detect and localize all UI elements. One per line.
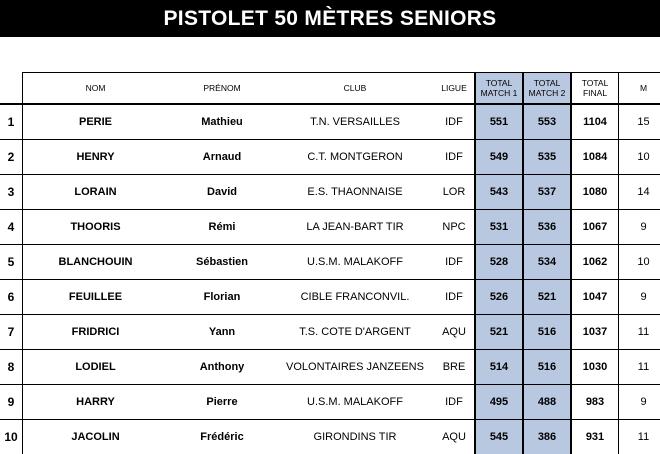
header-total-final-line-2: FINAL — [572, 88, 618, 98]
prenom-cell: Yann — [168, 315, 276, 350]
ligue-cell: IDF — [434, 245, 475, 280]
club-cell: C.T. MONTGERON — [276, 140, 434, 175]
prenom-cell: Anthony — [168, 350, 276, 385]
club-cell: U.S.M. MALAKOFF — [276, 385, 434, 420]
ligue-cell: IDF — [434, 280, 475, 315]
ligue-cell: AQU — [434, 315, 475, 350]
rank-cell: 10 — [0, 420, 23, 454]
table-row — [0, 385, 660, 420]
total-match-2-cell: 488 — [523, 385, 571, 420]
rank-cell: 1 — [0, 104, 23, 140]
prenom-cell: Frédéric — [168, 420, 276, 454]
nom-cell: HARRY — [23, 385, 169, 420]
club-cell: E.S. THAONNAISE — [276, 175, 434, 210]
table-row — [0, 280, 660, 315]
header-ligue: LIGUE — [434, 73, 475, 105]
m-cell: 15 — [619, 104, 660, 140]
m-cell: 11 — [619, 420, 660, 454]
total-final-cell: 1030 — [571, 350, 619, 385]
nom-cell: BLANCHOUIN — [23, 245, 169, 280]
ligue-cell: AQU — [434, 420, 475, 454]
m-cell: 9 — [619, 385, 660, 420]
nom-cell: LODIEL — [23, 350, 169, 385]
ligue-cell: IDF — [434, 104, 475, 140]
header-total-match-2-line-2: MATCH 2 — [524, 88, 570, 98]
rank-cell: 2 — [0, 140, 23, 175]
total-final-cell: 1080 — [571, 175, 619, 210]
club-cell: T.S. COTE D'ARGENT — [276, 315, 434, 350]
total-final-cell: 1104 — [571, 104, 619, 140]
total-final-cell: 1084 — [571, 140, 619, 175]
total-final-cell: 1037 — [571, 315, 619, 350]
total-final-cell: 931 — [571, 420, 619, 454]
total-match-1-cell: 521 — [475, 315, 523, 350]
rank-cell: 6 — [0, 280, 23, 315]
page-title: PISTOLET 50 MÈTRES SENIORS — [0, 0, 660, 37]
prenom-cell: Arnaud — [168, 140, 276, 175]
header-total-final — [571, 73, 619, 105]
m-cell: 11 — [619, 315, 660, 350]
results-table — [0, 72, 660, 454]
prenom-cell: Mathieu — [168, 104, 276, 140]
table-row — [0, 175, 660, 210]
nom-cell: PERIE — [23, 104, 169, 140]
total-match-1-cell: 514 — [475, 350, 523, 385]
total-final-cell: 1062 — [571, 245, 619, 280]
table-header — [0, 73, 660, 105]
header-m: M — [619, 73, 660, 105]
total-match-2-cell: 535 — [523, 140, 571, 175]
total-match-1-cell: 543 — [475, 175, 523, 210]
header-row — [0, 73, 660, 105]
header-rank — [0, 73, 23, 105]
club-cell: CIBLE FRANCONVIL. — [276, 280, 434, 315]
rank-cell: 7 — [0, 315, 23, 350]
header-total-match-1 — [475, 73, 523, 105]
prenom-cell: Pierre — [168, 385, 276, 420]
total-match-2-cell: 553 — [523, 104, 571, 140]
total-match-2-cell: 516 — [523, 350, 571, 385]
club-cell: LA JEAN-BART TIR — [276, 210, 434, 245]
nom-cell: HENRY — [23, 140, 169, 175]
ligue-cell: IDF — [434, 140, 475, 175]
table-body — [0, 104, 660, 454]
total-match-2-cell: 521 — [523, 280, 571, 315]
prenom-cell: David — [168, 175, 276, 210]
rank-cell: 5 — [0, 245, 23, 280]
header-total-match-2-line-1: TOTAL — [524, 78, 570, 88]
total-final-cell: 983 — [571, 385, 619, 420]
total-match-1-cell: 549 — [475, 140, 523, 175]
total-match-2-cell: 537 — [523, 175, 571, 210]
header-nom: NOM — [23, 73, 169, 105]
total-match-2-cell: 534 — [523, 245, 571, 280]
rank-cell: 3 — [0, 175, 23, 210]
m-cell: 14 — [619, 175, 660, 210]
club-cell: GIRONDINS TIR — [276, 420, 434, 454]
total-match-1-cell: 551 — [475, 104, 523, 140]
ligue-cell: BRE — [434, 350, 475, 385]
nom-cell: JACOLIN — [23, 420, 169, 454]
total-match-2-cell: 536 — [523, 210, 571, 245]
table-row — [0, 104, 660, 140]
total-match-2-cell: 516 — [523, 315, 571, 350]
header-total-final-line-1: TOTAL — [572, 78, 618, 88]
total-match-1-cell: 531 — [475, 210, 523, 245]
nom-cell: FRIDRICI — [23, 315, 169, 350]
club-cell: T.N. VERSAILLES — [276, 104, 434, 140]
m-cell: 9 — [619, 280, 660, 315]
rank-cell: 4 — [0, 210, 23, 245]
total-match-1-cell: 545 — [475, 420, 523, 454]
club-cell: U.S.M. MALAKOFF — [276, 245, 434, 280]
nom-cell: THOORIS — [23, 210, 169, 245]
prenom-cell: Rémi — [168, 210, 276, 245]
total-match-1-cell: 528 — [475, 245, 523, 280]
rank-cell: 8 — [0, 350, 23, 385]
total-match-2-cell: 386 — [523, 420, 571, 454]
prenom-cell: Sébastien — [168, 245, 276, 280]
nom-cell: LORAIN — [23, 175, 169, 210]
header-total-match-1-line-1: TOTAL — [476, 78, 522, 88]
header-total-match-1-line-2: MATCH 1 — [476, 88, 522, 98]
total-final-cell: 1047 — [571, 280, 619, 315]
ligue-cell: IDF — [434, 385, 475, 420]
m-cell: 10 — [619, 140, 660, 175]
total-final-cell: 1067 — [571, 210, 619, 245]
table-row — [0, 245, 660, 280]
rank-cell: 9 — [0, 385, 23, 420]
nom-cell: FEUILLEE — [23, 280, 169, 315]
prenom-cell: Florian — [168, 280, 276, 315]
table-row — [0, 350, 660, 385]
header-total-match-2 — [523, 73, 571, 105]
ligue-cell: NPC — [434, 210, 475, 245]
header-prenom: PRÉNOM — [168, 73, 276, 105]
m-cell: 10 — [619, 245, 660, 280]
header-club: CLUB — [276, 73, 434, 105]
m-cell: 11 — [619, 350, 660, 385]
total-match-1-cell: 526 — [475, 280, 523, 315]
table-row — [0, 140, 660, 175]
table-row — [0, 420, 660, 454]
total-match-1-cell: 495 — [475, 385, 523, 420]
m-cell: 9 — [619, 210, 660, 245]
table-row — [0, 315, 660, 350]
club-cell: VOLONTAIRES JANZEENS — [276, 350, 434, 385]
table-row — [0, 210, 660, 245]
ligue-cell: LOR — [434, 175, 475, 210]
